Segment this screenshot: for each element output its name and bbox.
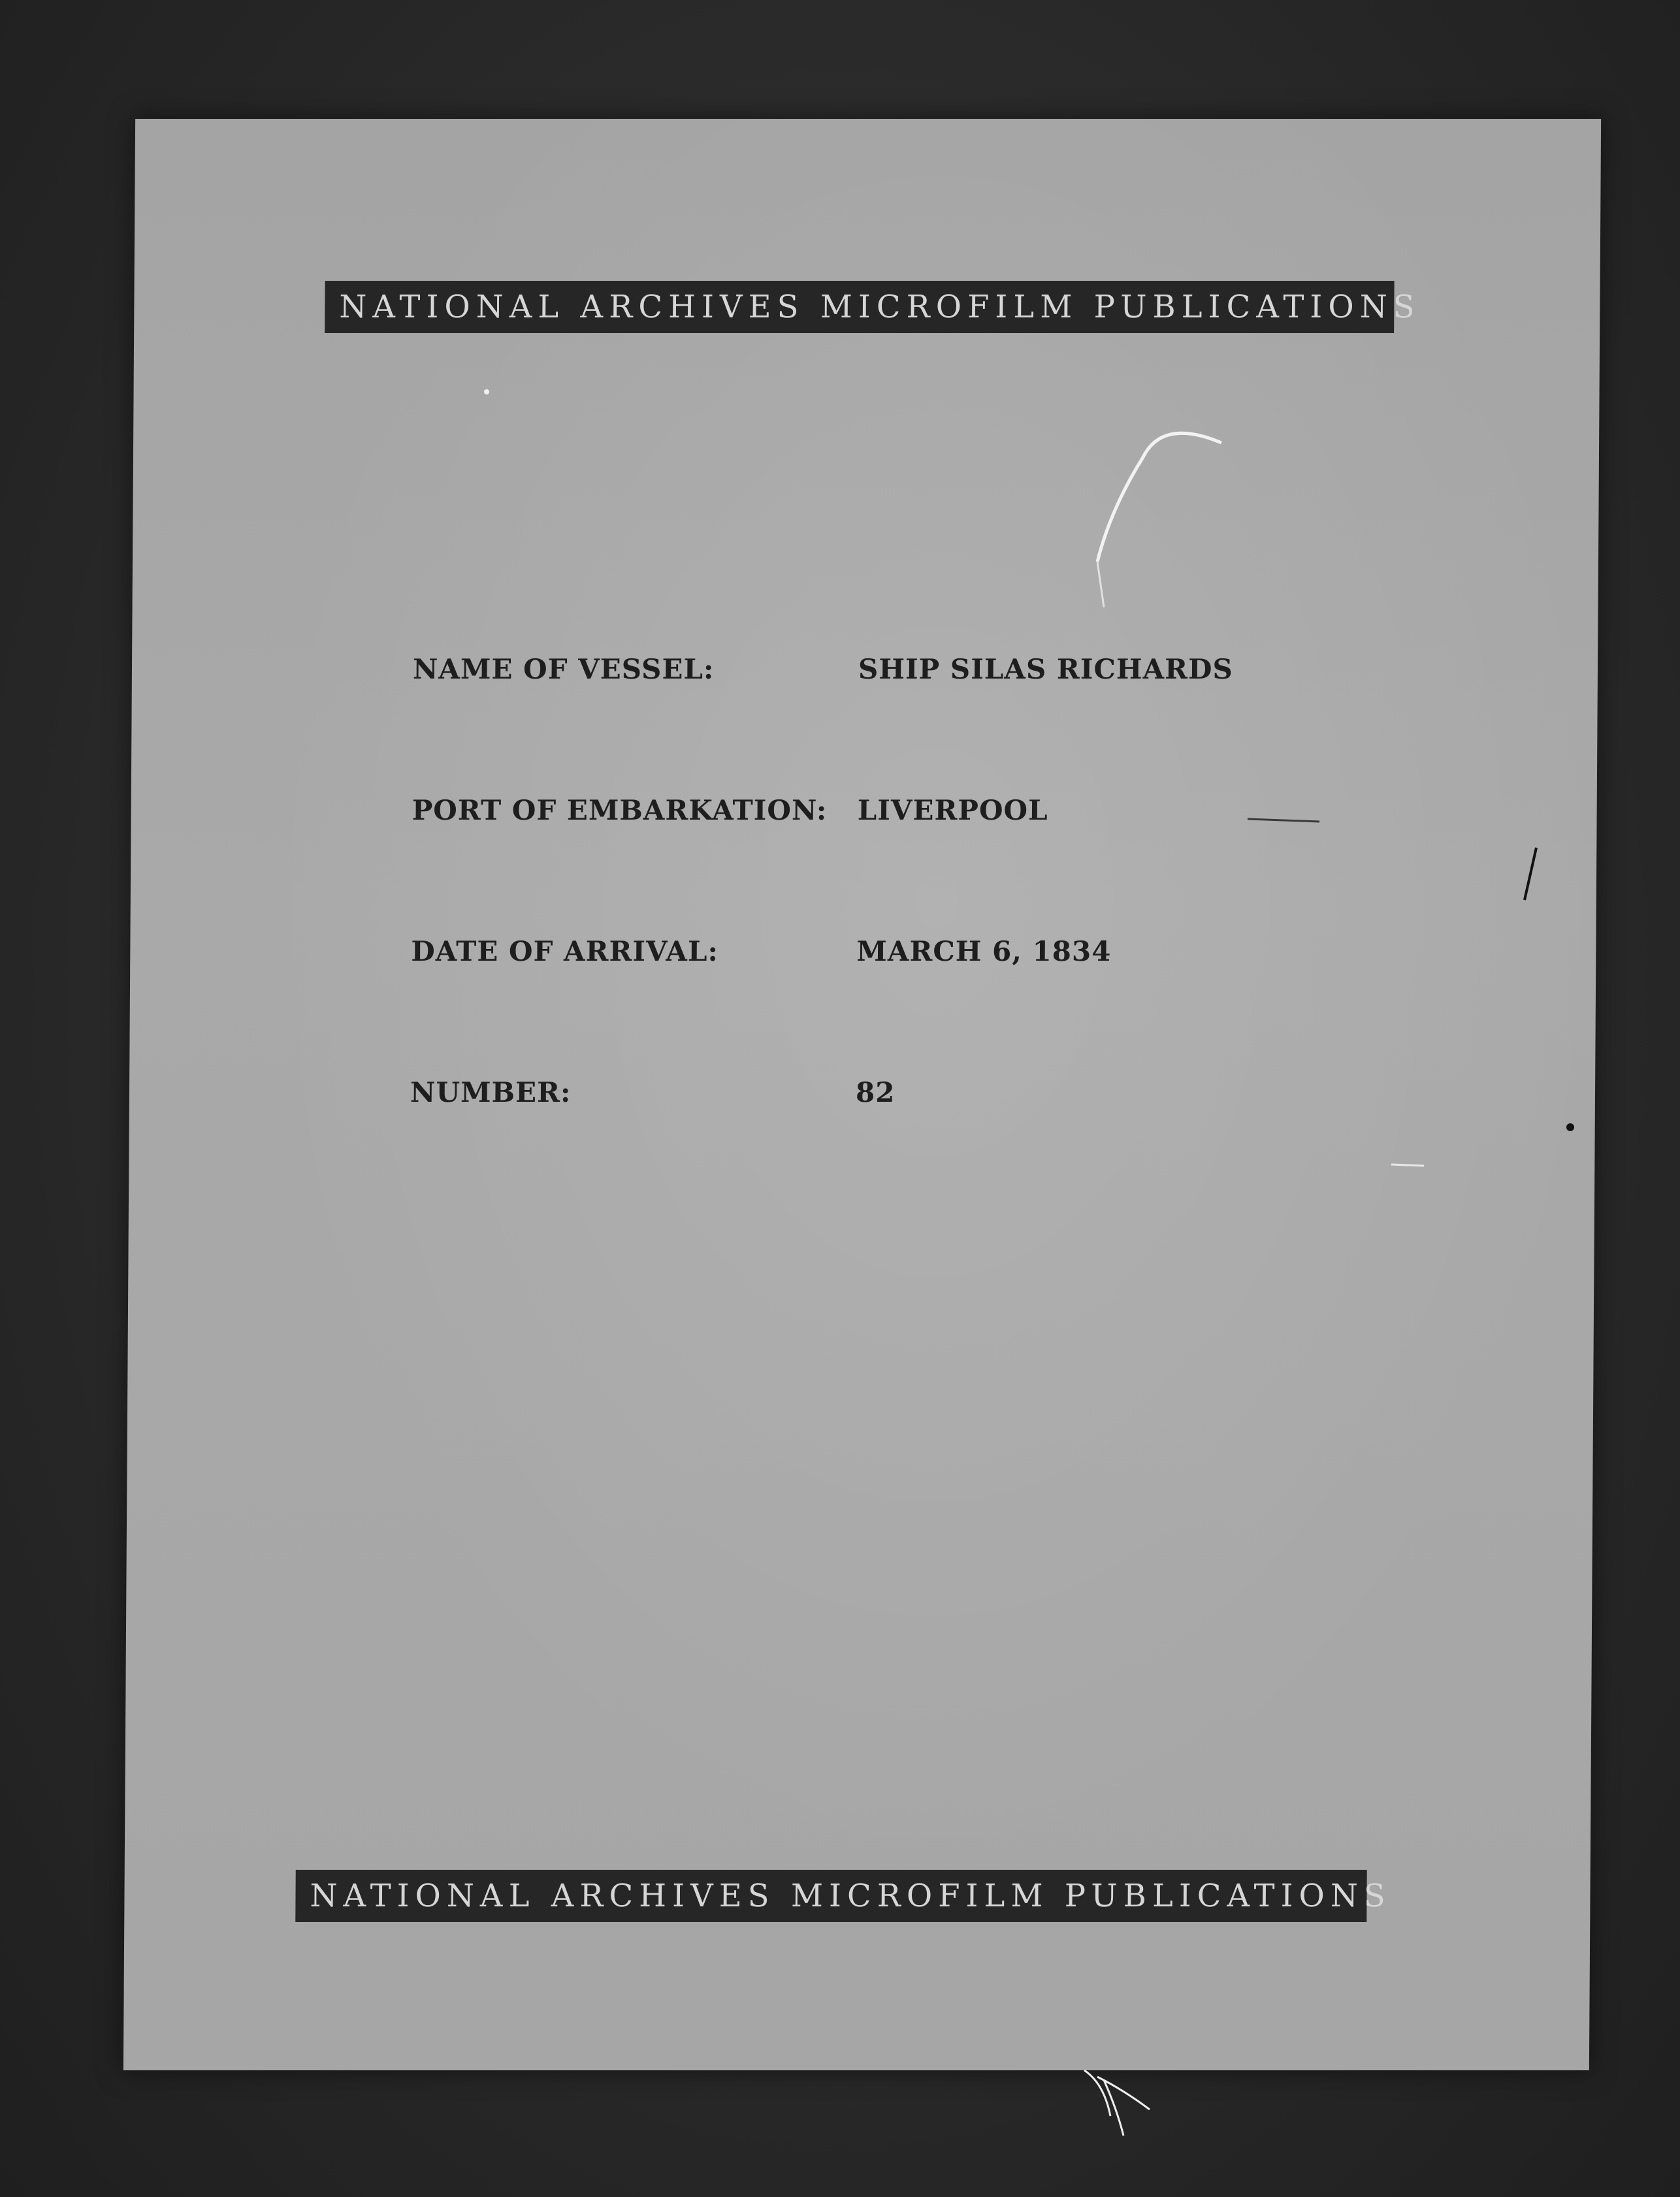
- date-label: DATE OF ARRIVAL:: [411, 935, 719, 967]
- footer-banner: NATIONAL ARCHIVES MICROFILM PUBLICATIONS: [295, 1870, 1366, 1922]
- number-label: NUMBER:: [410, 1076, 572, 1108]
- port-value: LIVERPOOL: [857, 794, 1048, 826]
- vessel-label: NAME OF VESSEL:: [412, 653, 715, 685]
- header-banner: NATIONAL ARCHIVES MICROFILM PUBLICATIONS: [325, 281, 1394, 333]
- number-value: 82: [855, 1076, 896, 1108]
- date-value: MARCH 6, 1834: [856, 935, 1112, 967]
- document-sheet: [123, 119, 1601, 2070]
- port-label: PORT OF EMBARKATION:: [412, 794, 828, 826]
- vessel-value: SHIP SILAS RICHARDS: [858, 653, 1233, 685]
